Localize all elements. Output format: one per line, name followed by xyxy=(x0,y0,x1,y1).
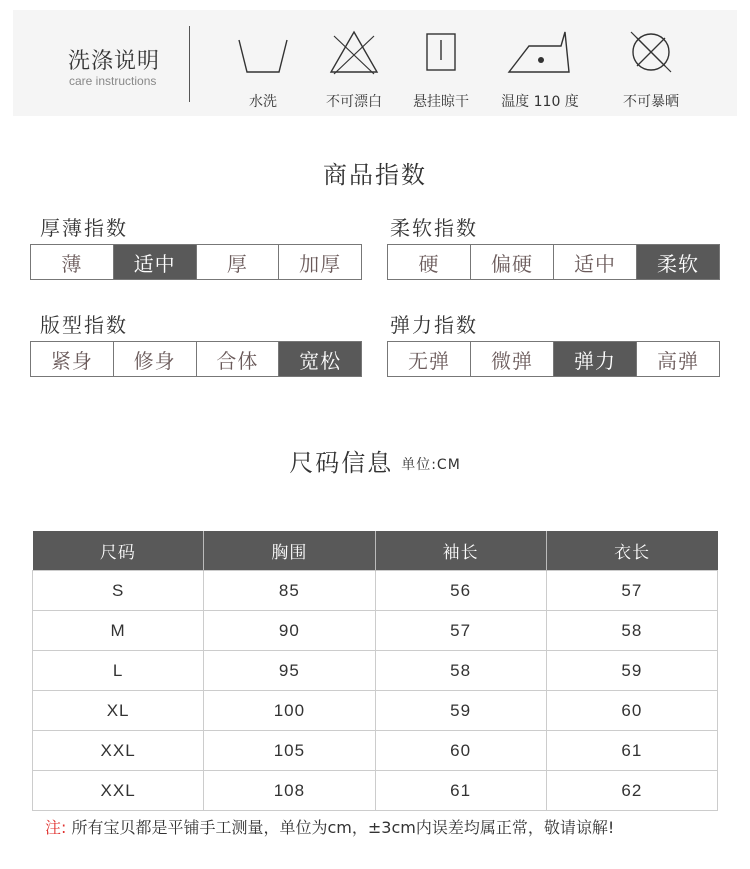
table-cell: 105 xyxy=(204,731,375,771)
index-option: 厚 xyxy=(196,245,279,279)
table-cell: S xyxy=(33,571,204,611)
table-row xyxy=(33,691,718,731)
table-cell: 60 xyxy=(546,691,717,731)
index-option: 弹力 xyxy=(553,342,636,376)
index-row-thickness xyxy=(30,244,362,280)
index-option: 高弹 xyxy=(636,342,719,376)
iron-temp-icon xyxy=(505,28,575,78)
no-sun-dry-icon xyxy=(621,28,681,78)
table-cell: 85 xyxy=(204,571,375,611)
size-unit: 单位:CM xyxy=(401,457,461,473)
care-item-no-bleach xyxy=(309,28,399,112)
size-table xyxy=(32,531,718,811)
size-table-header xyxy=(33,531,718,571)
column-header: 袖长 xyxy=(375,531,546,571)
index-option: 宽松 xyxy=(278,342,361,376)
table-cell: 59 xyxy=(375,691,546,731)
table-cell: 62 xyxy=(546,771,717,811)
table-cell: XXL xyxy=(33,731,204,771)
index-option: 修身 xyxy=(113,342,196,376)
care-label: 不可漂白 xyxy=(326,94,382,110)
care-subtitle: care instructions xyxy=(69,74,157,88)
note-prefix: 注: xyxy=(45,818,67,837)
table-cell: 90 xyxy=(204,611,375,651)
table-cell: 56 xyxy=(375,571,546,611)
table-cell: 108 xyxy=(204,771,375,811)
index-row-elasticity xyxy=(387,341,720,377)
column-header: 衣长 xyxy=(546,531,717,571)
index-option: 合体 xyxy=(196,342,279,376)
care-instructions-panel xyxy=(13,10,737,116)
table-row xyxy=(33,731,718,771)
care-title: 洗涤说明 xyxy=(68,49,161,74)
table-cell: XL xyxy=(33,691,204,731)
table-cell: 57 xyxy=(546,571,717,611)
no-bleach-icon xyxy=(324,28,384,78)
care-label: 悬挂晾干 xyxy=(413,94,469,110)
table-row xyxy=(33,651,718,691)
table-cell: 100 xyxy=(204,691,375,731)
index-option: 加厚 xyxy=(278,245,361,279)
table-cell: XXL xyxy=(33,771,204,811)
table-cell: 59 xyxy=(546,651,717,691)
index-option: 薄 xyxy=(61,251,83,276)
care-label: 不可暴晒 xyxy=(623,94,679,110)
care-divider xyxy=(189,26,190,102)
wash-tub-icon xyxy=(233,28,293,78)
index-label-fit: 版型指数 xyxy=(40,313,128,337)
table-cell: 61 xyxy=(375,771,546,811)
table-cell: 95 xyxy=(204,651,375,691)
product-index-title: 商品指数 xyxy=(323,161,427,189)
index-option: 适中 xyxy=(553,245,636,279)
index-label-thickness: 厚薄指数 xyxy=(40,216,128,240)
table-cell: 58 xyxy=(375,651,546,691)
index-option: 柔软 xyxy=(636,245,719,279)
note-text: 所有宝贝都是平铺手工测量，单位为cm，±3cm内误差均属正常，敬请谅解! xyxy=(71,818,615,837)
care-label: 水洗 xyxy=(249,94,277,110)
index-option: 硬 xyxy=(418,251,440,276)
table-cell: M xyxy=(33,611,204,651)
size-info-title: 尺码信息 xyxy=(289,449,394,477)
index-label-elasticity: 弹力指数 xyxy=(390,313,478,337)
table-cell: L xyxy=(33,651,204,691)
size-info-heading xyxy=(0,443,750,478)
index-label-softness: 柔软指数 xyxy=(390,216,478,240)
care-item-no-sun xyxy=(606,28,696,112)
index-row-softness xyxy=(387,244,720,280)
column-header: 胸围 xyxy=(204,531,375,571)
care-label: 温度 110 度 xyxy=(501,94,579,110)
index-option: 适中 xyxy=(113,245,196,279)
table-cell: 61 xyxy=(546,731,717,771)
index-row-fit xyxy=(30,341,362,377)
index-option: 偏硬 xyxy=(470,245,553,279)
measurement-note xyxy=(45,815,614,838)
table-row xyxy=(33,611,718,651)
index-option: 微弹 xyxy=(470,342,553,376)
column-header: 尺码 xyxy=(33,531,204,571)
table-row xyxy=(33,771,718,811)
care-item-iron xyxy=(495,28,585,112)
table-row xyxy=(33,571,718,611)
hang-dry-icon xyxy=(411,28,471,78)
table-cell: 58 xyxy=(546,611,717,651)
care-item-hang-dry xyxy=(396,28,486,112)
table-cell: 57 xyxy=(375,611,546,651)
care-item-wash xyxy=(218,28,308,112)
index-option: 紧身 xyxy=(50,348,93,373)
table-cell: 60 xyxy=(375,731,546,771)
index-option: 无弹 xyxy=(408,348,450,373)
